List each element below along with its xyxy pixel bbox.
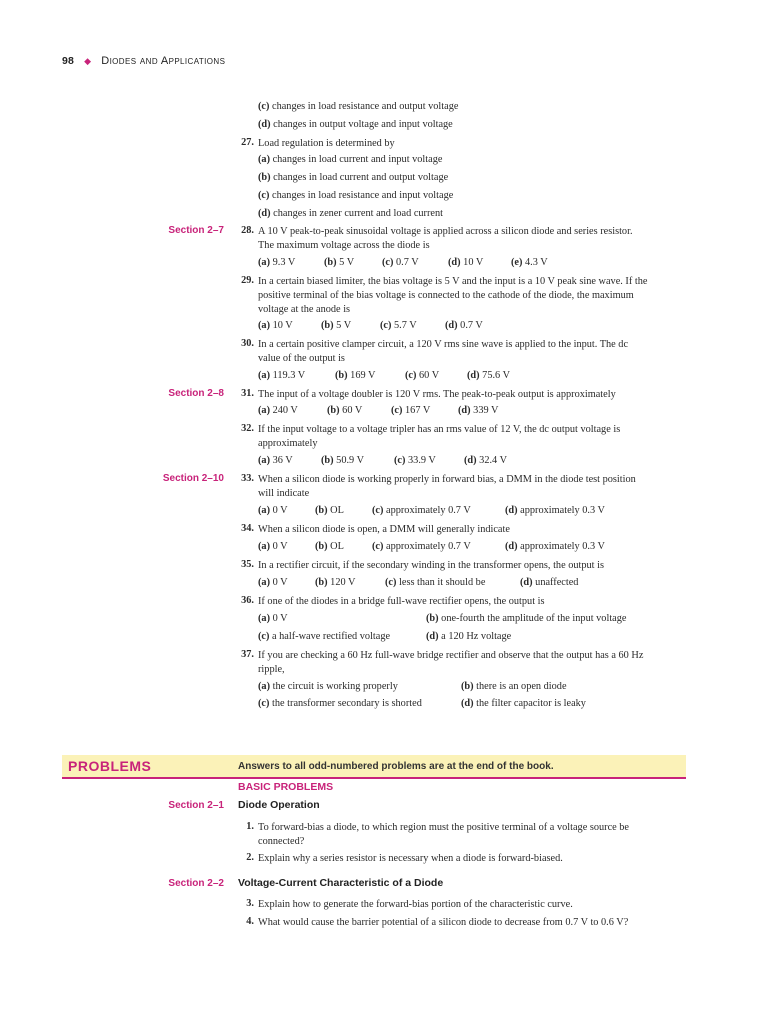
- banner-rule: [62, 777, 686, 779]
- option-text: 339 V: [473, 405, 499, 416]
- option-text: 5.7 V: [394, 320, 417, 331]
- option-line: [258, 681, 398, 692]
- option-text: 60 V: [342, 405, 363, 416]
- option-letter: (c): [391, 405, 403, 416]
- section-label: Section 2–7: [168, 225, 224, 236]
- option-letter: (a): [258, 613, 271, 624]
- option-line: [258, 631, 390, 642]
- option-text: 0 V: [272, 505, 288, 516]
- option-line: [372, 541, 471, 552]
- option-text: 9.3 V: [272, 257, 296, 268]
- option-text: one-fourth the amplitude of the input voltage: [441, 613, 627, 624]
- question-text: Load regulation is determined by: [258, 138, 395, 149]
- option-line: [258, 154, 442, 165]
- option-text: 0 V: [272, 613, 288, 624]
- option-text: 0 V: [272, 577, 288, 588]
- option-text: changes in load current and output voltage: [273, 172, 449, 183]
- option-line: [505, 541, 605, 552]
- question-number: 33.: [241, 473, 254, 484]
- option-line: [372, 505, 471, 516]
- option-line: [391, 405, 430, 416]
- problem-text: Explain how to generate the forward-bias portion of the characteristic curve.: [258, 899, 573, 910]
- page-number: 98: [62, 55, 75, 67]
- subsection-heading: Voltage-Current Characteristic of a Diode: [238, 877, 444, 889]
- option-line: [321, 320, 351, 331]
- option-text: less than it should be: [399, 577, 486, 588]
- option-line: [426, 631, 511, 642]
- option-line: [405, 370, 439, 381]
- option-text: 120 V: [330, 577, 356, 588]
- problem-number: 1.: [246, 821, 254, 832]
- option-text: 240 V: [272, 405, 298, 416]
- option-letter: (d): [458, 405, 471, 416]
- option-letter: (c): [405, 370, 417, 381]
- option-line: [327, 405, 362, 416]
- option-letter: (a): [258, 257, 271, 268]
- option-letter: (a): [258, 154, 271, 165]
- problems-title: PROBLEMS: [68, 758, 152, 774]
- question-text: In a rectifier circuit, if the secondary winding in the transformer opens, the output is: [258, 560, 604, 571]
- question-text: If you are checking a 60 Hz full-wave bridge rectifier and observe that the output has a 60 Hz: [258, 650, 644, 661]
- option-letter: (c): [258, 190, 270, 201]
- option-text: 5 V: [336, 320, 352, 331]
- question-text: value of the output is: [258, 353, 345, 364]
- option-text: approximately 0.7 V: [386, 541, 471, 552]
- option-letter: (c): [380, 320, 392, 331]
- option-letter: (b): [315, 505, 328, 516]
- question-text: When a silicon diode is working properly in forward bias, a DMM in the diode test position: [258, 474, 636, 485]
- question-number: 36.: [241, 595, 254, 606]
- option-letter: (b): [461, 681, 474, 692]
- option-text: changes in zener current and load current: [273, 208, 443, 219]
- option-text: changes in output voltage and input voltage: [273, 119, 453, 130]
- option-line: [258, 505, 288, 516]
- option-text: 50.9 V: [336, 455, 365, 466]
- option-text: 5 V: [339, 257, 355, 268]
- option-letter: (a): [258, 320, 271, 331]
- option-text: changes in load resistance and input voltage: [272, 190, 454, 201]
- option-letter: (b): [335, 370, 348, 381]
- option-letter: (b): [258, 172, 271, 183]
- problem-text: connected?: [258, 836, 305, 847]
- option-letter: (c): [385, 577, 397, 588]
- option-line: [258, 172, 448, 183]
- option-text: 0 V: [272, 541, 288, 552]
- option-line: [258, 119, 453, 130]
- option-letter: (c): [382, 257, 394, 268]
- option-line: [445, 320, 483, 331]
- section-label: Section 2–8: [168, 388, 224, 399]
- option-text: 60 V: [419, 370, 440, 381]
- option-line: [458, 405, 498, 416]
- option-line: [448, 257, 483, 268]
- option-line: [321, 455, 364, 466]
- question-number: 35.: [241, 559, 254, 570]
- option-text: 0.7 V: [396, 257, 419, 268]
- option-text: 167 V: [405, 405, 431, 416]
- option-line: [258, 190, 453, 201]
- option-text: 119.3 V: [272, 370, 306, 381]
- question-number: 30.: [241, 338, 254, 349]
- option-text: OL: [330, 541, 344, 552]
- option-text: 75.6 V: [482, 370, 511, 381]
- option-letter: (b): [327, 405, 340, 416]
- option-letter: (d): [461, 698, 474, 709]
- option-line: [258, 405, 298, 416]
- problem-number: 2.: [246, 852, 254, 863]
- question-number: 27.: [241, 137, 254, 148]
- option-line: [461, 698, 586, 709]
- option-letter: (d): [505, 541, 518, 552]
- option-line: [258, 455, 293, 466]
- option-text: unaffected: [535, 577, 579, 588]
- option-text: changes in load current and input voltage: [272, 154, 443, 165]
- option-letter: (e): [511, 257, 523, 268]
- option-letter: (c): [258, 698, 270, 709]
- option-text: 0.7 V: [460, 320, 483, 331]
- option-line: [258, 577, 288, 588]
- option-letter: (b): [315, 541, 328, 552]
- option-line: [324, 257, 354, 268]
- option-text: changes in load resistance and output voltage: [272, 101, 459, 112]
- question-text: positive terminal of the bias voltage is connected to the cathode of the diode, the maximum: [258, 290, 634, 301]
- question-text: In a certain positive clamper circuit, a 120 V rms sine wave is applied to the input. The dc: [258, 339, 629, 350]
- problem-number: 3.: [246, 898, 254, 909]
- question-text: If the input voltage to a voltage tripler has an rms value of 12 V, the dc output voltage is: [258, 424, 621, 435]
- question-number: 34.: [241, 523, 254, 534]
- problem-text: Explain why a series resistor is necessary when a diode is forward-biased.: [258, 853, 563, 864]
- section-label: Section 2–2: [168, 878, 224, 889]
- option-letter: (c): [394, 455, 406, 466]
- option-letter: (d): [448, 257, 461, 268]
- option-letter: (a): [258, 405, 271, 416]
- question-text: ripple,: [258, 664, 285, 675]
- option-text: 36 V: [272, 455, 293, 466]
- option-text: a half-wave rectified voltage: [272, 631, 391, 642]
- option-line: [426, 613, 626, 624]
- option-line: [258, 101, 458, 112]
- option-letter: (b): [321, 455, 334, 466]
- question-text: The maximum voltage across the diode is: [258, 240, 430, 251]
- question-number: 32.: [241, 423, 254, 434]
- option-letter: (a): [258, 541, 271, 552]
- question-number: 37.: [241, 649, 254, 660]
- option-letter: (c): [258, 631, 270, 642]
- option-text: there is an open diode: [476, 681, 567, 692]
- question-text: In a certain biased limiter, the bias voltage is 5 V and the input is a 10 V peak sine wave. If the: [258, 276, 648, 287]
- question-text: If one of the diodes in a bridge full-wave rectifier opens, the output is: [258, 596, 545, 607]
- problem-text: To forward-bias a diode, to which region must the positive terminal of a voltage source be: [258, 822, 630, 833]
- option-letter: (a): [258, 505, 271, 516]
- option-line: [467, 370, 510, 381]
- question-text: approximately: [258, 438, 318, 449]
- option-letter: (c): [258, 101, 270, 112]
- question-text: The input of a voltage doubler is 120 V rms. The peak-to-peak output is approximately: [258, 389, 616, 400]
- running-header: [62, 55, 225, 67]
- option-text: 10 V: [272, 320, 293, 331]
- option-text: the filter capacitor is leaky: [476, 698, 586, 709]
- option-line: [382, 257, 419, 268]
- question-number: 31.: [241, 388, 254, 399]
- option-line: [464, 455, 507, 466]
- option-letter: (b): [315, 577, 328, 588]
- option-line: [315, 505, 344, 516]
- question-number: 28.: [241, 225, 254, 236]
- section-label: Section 2–10: [162, 473, 224, 484]
- option-text: 169 V: [350, 370, 376, 381]
- option-line: [258, 541, 288, 552]
- option-letter: (d): [258, 119, 271, 130]
- option-letter: (c): [372, 505, 384, 516]
- option-text: OL: [330, 505, 344, 516]
- option-letter: (b): [324, 257, 337, 268]
- question-text: When a silicon diode is open, a DMM will generally indicate: [258, 524, 510, 535]
- section-label: Section 2–1: [168, 800, 224, 811]
- option-letter: (d): [258, 208, 271, 219]
- option-letter: (d): [445, 320, 458, 331]
- option-line: [258, 208, 443, 219]
- option-text: approximately 0.3 V: [520, 541, 605, 552]
- answers-note: Answers to all odd-numbered problems are at the end of the book.: [238, 761, 554, 772]
- option-text: the transformer secondary is shorted: [272, 698, 422, 709]
- option-letter: (d): [467, 370, 480, 381]
- problem-text: What would cause the barrier potential of a silicon diode to decrease from 0.7 V to 0.6 V?: [258, 917, 629, 928]
- option-line: [380, 320, 417, 331]
- option-letter: (d): [520, 577, 533, 588]
- option-line: [461, 681, 567, 692]
- option-line: [520, 577, 578, 588]
- subsection-heading: Diode Operation: [238, 799, 320, 811]
- option-line: [258, 698, 422, 709]
- option-line: [258, 257, 295, 268]
- option-text: approximately 0.3 V: [520, 505, 605, 516]
- problem-number: 4.: [246, 916, 254, 927]
- option-line: [315, 577, 355, 588]
- option-letter: (c): [372, 541, 384, 552]
- option-text: 4.3 V: [525, 257, 548, 268]
- option-letter: (a): [258, 455, 271, 466]
- option-text: the circuit is working properly: [272, 681, 398, 692]
- option-line: [505, 505, 605, 516]
- option-letter: (d): [505, 505, 518, 516]
- option-line: [511, 257, 548, 268]
- option-line: [335, 370, 375, 381]
- option-text: a 120 Hz voltage: [441, 631, 512, 642]
- option-letter: (a): [258, 577, 271, 588]
- option-letter: (a): [258, 681, 271, 692]
- chapter-title: Diodes and Applications: [101, 55, 226, 67]
- option-text: 32.4 V: [479, 455, 508, 466]
- option-text: 33.9 V: [408, 455, 436, 466]
- option-line: [385, 577, 485, 588]
- question-text: voltage at the anode is: [258, 304, 351, 315]
- option-line: [258, 320, 293, 331]
- option-line: [258, 613, 288, 624]
- question-text: will indicate: [258, 488, 310, 499]
- option-text: 10 V: [463, 257, 484, 268]
- question-text: A 10 V peak-to-peak sinusoidal voltage is applied across a silicon diode and series resistor.: [258, 226, 633, 237]
- option-letter: (b): [426, 613, 439, 624]
- option-letter: (d): [464, 455, 477, 466]
- option-text: approximately 0.7 V: [386, 505, 471, 516]
- option-letter: (a): [258, 370, 271, 381]
- option-letter: (d): [426, 631, 439, 642]
- basic-problems-heading: BASIC PROBLEMS: [238, 781, 334, 793]
- option-line: [258, 370, 305, 381]
- option-line: [394, 455, 436, 466]
- option-letter: (b): [321, 320, 334, 331]
- option-line: [315, 541, 344, 552]
- header-bullet: ◆: [84, 56, 92, 66]
- question-number: 29.: [241, 275, 254, 286]
